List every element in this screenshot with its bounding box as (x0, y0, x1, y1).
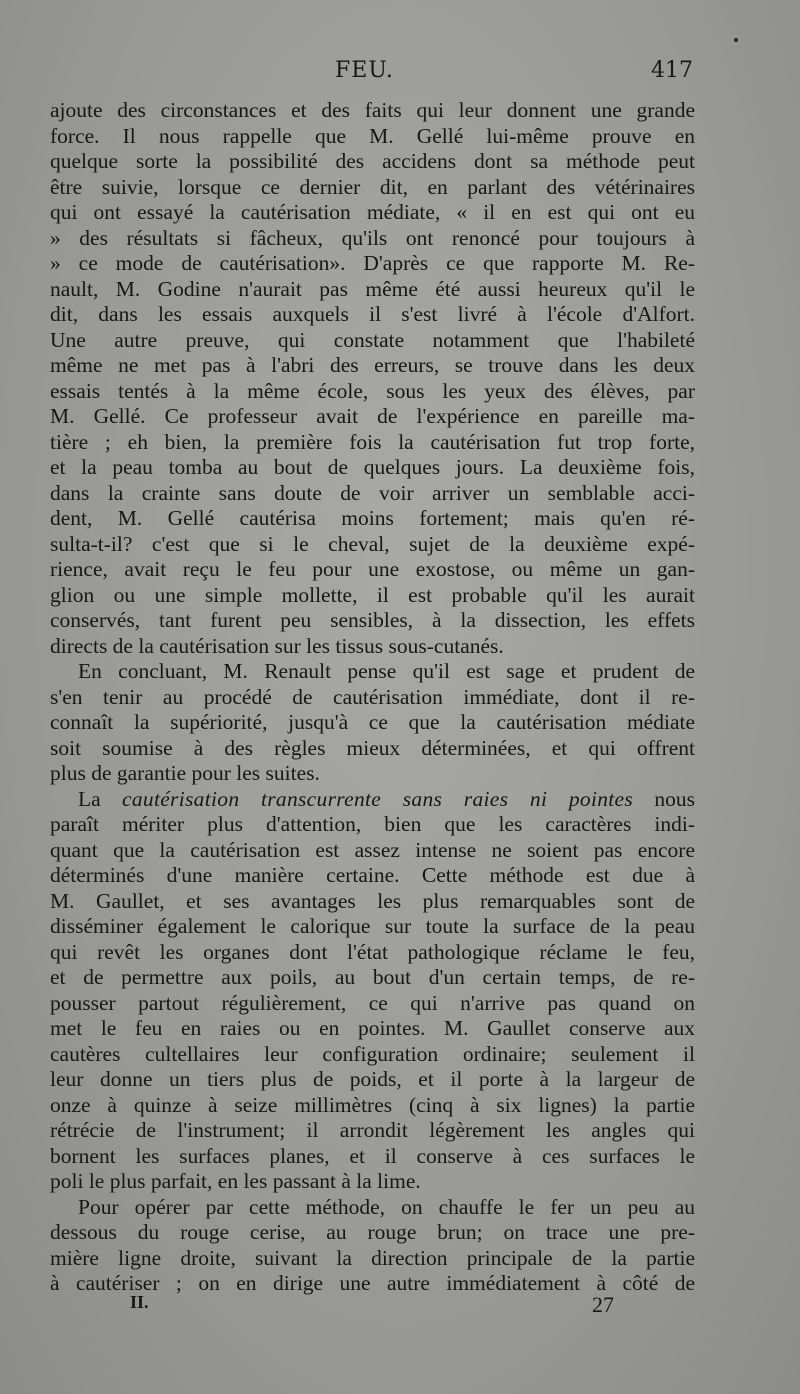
text-line: leur donne un tiers plus de poids, et il porte à la largeur de (50, 1067, 695, 1091)
text-line: essais tentés à la même école, sous les yeux des élèves, par (50, 378, 695, 403)
page-number: 417 (651, 58, 693, 83)
text-line: cautères cultellaires leur configuration ordinaire; seulement il (50, 1041, 695, 1066)
text-line: rétrécie de l'instrument; il arrondit légèrement les angles qui (50, 1118, 695, 1142)
text-run: nous (633, 786, 695, 811)
text-line: plus de garantie pour les suites. (50, 761, 320, 785)
text-line: conservés, tant furent peu sensibles, à la dissection, les effets (50, 608, 695, 632)
text-line: met le feu en raies ou en pointes. M. Gaullet conserve aux (50, 1016, 695, 1040)
paragraph-2 (50, 659, 695, 787)
text-line: Pour opérer par cette méthode, on chauffe le fer un peu au (78, 1194, 695, 1219)
page-speck (734, 38, 738, 42)
text-line: connaît la supériorité, jusqu'à ce que la cautérisation médiate (50, 710, 695, 734)
text-line: bornent les surfaces planes, et il conserve à ces surfaces le (50, 1143, 695, 1168)
text-line: paraît mériter plus d'attention, bien que les caractères indi- (50, 812, 695, 836)
text-line: qui revêt les organes dont l'état pathologique réclame le feu, (50, 939, 695, 964)
text-line: et la peau tomba au bout de quelques jours. La deuxième fois, (50, 455, 695, 479)
text-line: mière ligne droite, suivant la direction principale de la partie (50, 1245, 695, 1270)
running-title: FEU. (335, 58, 394, 83)
paragraph-1 (50, 98, 695, 659)
text-line: » des résultats si fâcheux, qu'ils ont renoncé pour toujours à (50, 225, 695, 250)
running-header (48, 58, 693, 88)
text-line: quant que la cautérisation est assez intense ne soient pas encore (50, 837, 695, 862)
text-line: à cautériser ; on en dirige une autre immédiatement à côté de (50, 1271, 695, 1295)
text-line: M. Gellé. Ce professeur avait de l'expérience en pareille ma- (50, 404, 695, 428)
text-line: tière ; eh bien, la première fois la cautérisation fut trop forte, (50, 429, 695, 454)
text-line: Une autre preuve, qui constate notamment que l'habileté (50, 327, 695, 352)
sheet-number: 27 (592, 1292, 614, 1317)
text-line: dans la crainte sans doute de voir arriver un semblable acci- (50, 480, 695, 505)
text-line: directs de la cautérisation sur les tissus sous-cutanés. (50, 633, 504, 658)
paragraph-4 (50, 1195, 695, 1297)
text-line: et de permettre aux poils, au bout d'un certain temps, de re- (50, 965, 695, 989)
text-line: dessous du rouge cerise, au rouge brun; on trace une pre- (50, 1220, 695, 1244)
text-line-with-italic (50, 787, 695, 813)
text-line: déterminés d'une manière certaine. Cette méthode est due à (50, 863, 695, 887)
text-run: La (78, 786, 122, 811)
volume-signature: II. (130, 1292, 149, 1312)
text-line: sulta-t-il? c'est que si le cheval, sujet de la deuxième expé- (50, 531, 695, 556)
text-line: dent, M. Gellé cautérisa moins fortement; mais qu'en ré- (50, 506, 695, 530)
text-line: pousser partout régulièrement, ce qui n'arrive pas quand on (50, 990, 695, 1015)
text-line: être suivie, lorsque ce dernier dit, en parlant des vétérinaires (50, 174, 695, 199)
text-line: M. Gaullet, et ses avantages les plus remarquables sont de (50, 888, 695, 913)
text-line: qui ont essayé la cautérisation médiate, « il en est qui ont eu (50, 200, 695, 224)
text-line: En concluant, M. Renault pense qu'il est sage et prudent de (78, 659, 695, 683)
text-line: rience, avait reçu le feu pour une exostose, ou même un gan- (50, 557, 695, 581)
text-line: » ce mode de cautérisation». D'après ce que rapporte M. Re- (50, 251, 695, 275)
text-line: glion ou une simple mollette, il est probable qu'il les aurait (50, 582, 695, 607)
text-line: nault, M. Godine n'aurait pas même été aussi heureux qu'il le (50, 276, 695, 301)
text-line: poli le plus parfait, en les passant à la lime. (50, 1169, 421, 1193)
paragraph-3 (50, 787, 695, 1195)
text-line: dit, dans les essais auxquels il s'est livré à l'école d'Alfort. (50, 302, 695, 326)
text-line: s'en tenir au procédé de cautérisation immédiate, dont il re- (50, 684, 695, 709)
text-line: quelque sorte la possibilité des accidens dont sa méthode peut (50, 149, 695, 173)
page-footer (130, 1292, 630, 1322)
body-text (50, 98, 695, 1297)
italic-term: cautérisation transcurrente sans raies ni pointes (122, 786, 634, 811)
text-line: onze à quinze à seize millimètres (cinq à six lignes) la partie (50, 1092, 695, 1117)
text-line: soit soumise à des règles mieux déterminées, et qui offrent (50, 735, 695, 760)
text-line: disséminer également le calorique sur toute la surface de la peau (50, 914, 695, 938)
text-line: ajoute des circonstances et des faits qui leur donnent une grande (50, 98, 695, 122)
text-line: même ne met pas à l'abri des erreurs, se trouve dans les deux (50, 353, 695, 377)
text-line: force. Il nous rappelle que M. Gellé lui-même prouve en (50, 123, 695, 148)
